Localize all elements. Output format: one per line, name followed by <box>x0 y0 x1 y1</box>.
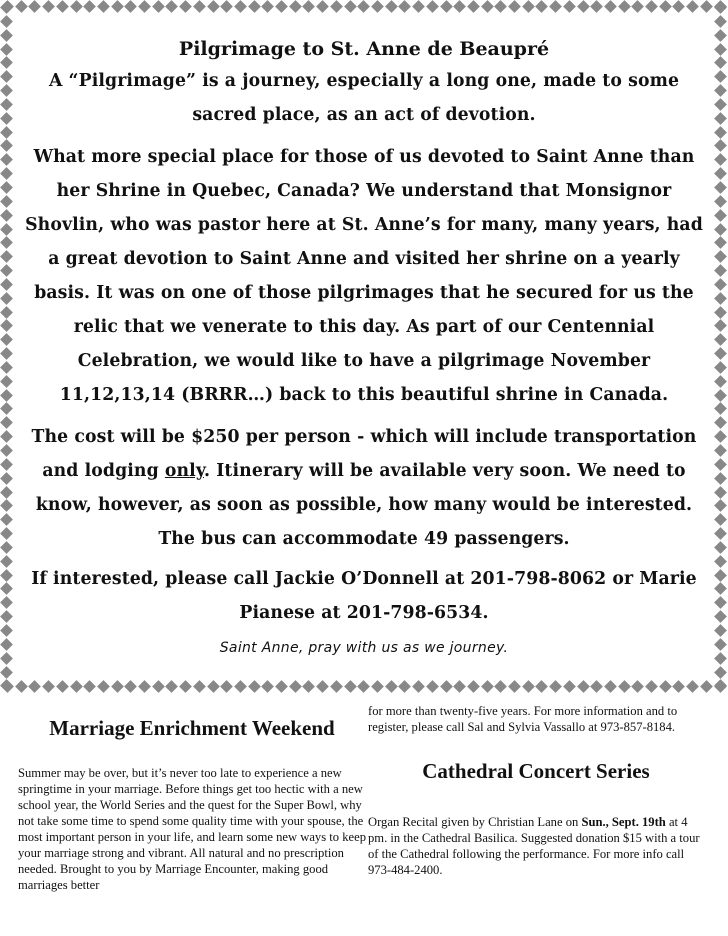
diamond-ornament <box>70 680 83 693</box>
diamond-ornament <box>193 0 206 13</box>
pilgrimage-paragraph-3 <box>18 420 710 556</box>
diamond-ornament <box>714 458 727 471</box>
diamond-ornament <box>83 0 96 13</box>
diamond-ornament <box>714 375 727 388</box>
diamond-ornament <box>714 278 727 291</box>
diamond-ornament <box>714 610 727 623</box>
diamond-ornament <box>481 680 494 693</box>
diamond-ornament <box>0 472 13 485</box>
diamond-ornament <box>645 680 658 693</box>
diamond-ornament <box>714 98 727 111</box>
pilgrimage-paragraph-1: A “Pilgrimage” is a journey, especially a long one, made to some sacred place, as an act of devotion. <box>48 71 680 125</box>
concert-text-2: at 4 pm. in the Cathedral Basilica. Suggested donation $15 with a tour of the Cathedral following the performance. For more info call 973-484-2400. <box>368 815 700 877</box>
diamond-ornament <box>714 513 727 526</box>
diamond-ornament <box>0 181 13 194</box>
diamond-ornament <box>207 0 220 13</box>
diamond-ornament <box>303 0 316 13</box>
diamond-ornament <box>714 320 727 333</box>
diamond-ornament <box>0 403 13 416</box>
diamond-ornament <box>111 0 124 13</box>
diamond-ornament <box>714 486 727 499</box>
diamond-ornament <box>563 0 576 13</box>
diamond-ornament <box>714 569 727 582</box>
diamond-ornament <box>549 0 562 13</box>
diamond-ornament <box>111 680 124 693</box>
diamond-ornament <box>0 29 13 42</box>
diamond-ornament <box>0 583 13 596</box>
diamond-ornament <box>316 0 329 13</box>
diamond-ornament <box>0 361 13 374</box>
diamond-ornament <box>248 0 261 13</box>
diamond-ornament <box>0 43 13 56</box>
diamond-ornament <box>508 680 521 693</box>
diamond-ornament <box>714 140 727 153</box>
diamond-ornament <box>0 236 13 249</box>
diamond-ornament <box>166 680 179 693</box>
diamond-ornament <box>0 652 13 665</box>
diamond-border-left <box>0 0 14 694</box>
diamond-ornament <box>714 195 727 208</box>
diamond-ornament <box>577 680 590 693</box>
diamond-ornament <box>714 236 727 249</box>
diamond-ornament <box>179 680 192 693</box>
diamond-ornament <box>0 84 13 97</box>
marriage-title: Marriage Enrichment Weekend <box>49 716 335 740</box>
diamond-ornament <box>152 680 165 693</box>
concert-title: Cathedral Concert Series <box>422 759 650 783</box>
diamond-ornament <box>0 320 13 333</box>
diamond-ornament <box>124 680 137 693</box>
diamond-ornament <box>467 0 480 13</box>
diamond-ornament <box>138 0 151 13</box>
diamond-ornament <box>714 1 727 14</box>
diamond-ornament <box>0 638 13 651</box>
diamond-ornament <box>0 527 13 540</box>
diamond-ornament <box>673 680 686 693</box>
diamond-ornament <box>714 264 727 277</box>
pilgrimage-title: Pilgrimage to St. Anne de Beaupré <box>178 38 550 60</box>
diamond-ornament <box>618 0 631 13</box>
diamond-ornament <box>15 680 28 693</box>
diamond-ornament <box>70 0 83 13</box>
diamond-ornament <box>97 0 110 13</box>
diamond-ornament <box>275 0 288 13</box>
diamond-ornament <box>618 680 631 693</box>
diamond-ornament <box>714 347 727 360</box>
pilgrimage-paragraph-2: What more special place for those of us devoted to Saint Anne than her Shrine in Quebec, Canada? We understand that Monsignor Shovlin, who was pastor here at St. Anne’s for many, many years, had a great devotion to Saint Anne and visited her shrine on a yearly basis. It was on one of those pilgrimages that he secured for us the relic that we venerate to this day. As part of our Centennial Celebration, we would like to have a pilgrimage November 11,12,13,14 (BRRR…) back to this beautiful shrine in Canada. <box>25 147 703 405</box>
diamond-ornament <box>467 680 480 693</box>
diamond-ornament <box>42 680 55 693</box>
diamond-ornament <box>563 680 576 693</box>
diamond-ornament <box>714 70 727 83</box>
diamond-ornament <box>645 0 658 13</box>
diamond-ornament <box>714 596 727 609</box>
diamond-ornament <box>0 541 13 554</box>
diamond-ornament <box>714 167 727 180</box>
diamond-ornament <box>289 680 302 693</box>
diamond-ornament <box>714 84 727 97</box>
diamond-ornament <box>440 680 453 693</box>
diamond-ornament <box>440 0 453 13</box>
diamond-ornament <box>700 680 713 693</box>
diamond-ornament <box>385 0 398 13</box>
diamond-ornament <box>357 680 370 693</box>
diamond-border-bottom <box>0 680 728 694</box>
itinerary-text: . Itinerary will be available very soon. We need to know, however, as soon as possible, how many would be interested. The bus can accommodate 49 passengers. <box>35 461 693 549</box>
diamond-ornament <box>234 0 247 13</box>
right-column <box>368 703 704 878</box>
diamond-ornament <box>714 541 727 554</box>
diamond-border-right <box>714 0 728 694</box>
diamond-ornament <box>0 389 13 402</box>
diamond-ornament <box>0 458 13 471</box>
diamond-ornament <box>453 0 466 13</box>
diamond-ornament <box>0 444 13 457</box>
diamond-ornament <box>0 416 13 429</box>
diamond-ornament <box>481 0 494 13</box>
diamond-ornament <box>714 29 727 42</box>
diamond-ornament <box>0 679 13 692</box>
diamond-ornament <box>0 430 13 443</box>
diamond-ornament <box>234 680 247 693</box>
diamond-ornament <box>0 666 13 679</box>
diamond-ornament <box>29 0 42 13</box>
diamond-ornament <box>714 57 727 70</box>
diamond-ornament <box>714 306 727 319</box>
diamond-ornament <box>303 680 316 693</box>
only-underlined: only <box>164 461 205 481</box>
diamond-ornament <box>659 0 672 13</box>
diamond-ornament <box>0 1 13 14</box>
diamond-ornament <box>412 680 425 693</box>
diamond-ornament <box>220 0 233 13</box>
diamond-ornament <box>344 0 357 13</box>
diamond-ornament <box>330 680 343 693</box>
diamond-ornament <box>179 0 192 13</box>
concert-text-1: Organ Recital given by Christian Lane on <box>368 815 582 829</box>
diamond-ornament <box>0 98 13 111</box>
pilgrimage-paragraph-4: If interested, please call Jackie O’Donnell at 201-798-8062 or Marie Pianese at 201-798-6534. <box>31 569 697 623</box>
marriage-body: Summer may be over, but it’s never too late to experience a new springtime in your marriage. Before things get too hectic with a new school year, the World Series and the quest for the Super Bowl, why not take some time to spend some quality time with your spouse, the most important person in your life, and learn some new ways to keep your marriage strong and vibrant. All natural and no prescription needed. Brought to you by Marriage Encounter, making good marriages better <box>18 766 366 892</box>
diamond-ornament <box>138 680 151 693</box>
diamond-ornament <box>714 555 727 568</box>
diamond-ornament <box>371 680 384 693</box>
diamond-ornament <box>714 209 727 222</box>
diamond-ornament <box>659 680 672 693</box>
diamond-ornament <box>714 223 727 236</box>
diamond-ornament <box>166 0 179 13</box>
diamond-ornament <box>357 0 370 13</box>
diamond-ornament <box>714 666 727 679</box>
diamond-ornament <box>261 680 274 693</box>
diamond-ornament <box>0 209 13 222</box>
diamond-ornament <box>371 0 384 13</box>
diamond-border-top <box>0 0 728 14</box>
diamond-ornament <box>522 0 535 13</box>
diamond-ornament <box>0 15 13 28</box>
diamond-ornament <box>714 679 727 692</box>
diamond-ornament <box>0 624 13 637</box>
diamond-ornament <box>453 680 466 693</box>
diamond-ornament <box>0 278 13 291</box>
diamond-ornament <box>0 500 13 513</box>
diamond-ornament <box>590 0 603 13</box>
diamond-ornament <box>42 0 55 13</box>
diamond-ornament <box>714 181 727 194</box>
diamond-ornament <box>0 513 13 526</box>
diamond-ornament <box>330 0 343 13</box>
cost-text: The cost will be $250 per person - which will include transportation and lodging <box>31 427 697 481</box>
diamond-ornament <box>686 680 699 693</box>
diamond-ornament <box>631 0 644 13</box>
diamond-ornament <box>97 680 110 693</box>
diamond-ornament <box>0 195 13 208</box>
diamond-ornament <box>714 430 727 443</box>
diamond-ornament <box>714 416 727 429</box>
diamond-ornament <box>604 0 617 13</box>
marriage-continued: for more than twenty-five years. For more information and to register, please call Sal and Sylvia Vassallo at 973-857-8184. <box>368 704 678 734</box>
diamond-ornament <box>0 70 13 83</box>
diamond-ornament <box>0 596 13 609</box>
diamond-ornament <box>56 680 69 693</box>
diamond-ornament <box>686 0 699 13</box>
diamond-ornament <box>220 680 233 693</box>
diamond-ornament <box>0 126 13 139</box>
diamond-ornament <box>0 347 13 360</box>
diamond-ornament <box>56 0 69 13</box>
diamond-ornament <box>15 0 28 13</box>
diamond-ornament <box>0 375 13 388</box>
diamond-ornament <box>193 680 206 693</box>
diamond-ornament <box>714 250 727 263</box>
diamond-ornament <box>0 555 13 568</box>
diamond-ornament <box>494 0 507 13</box>
diamond-ornament <box>124 0 137 13</box>
diamond-ornament <box>714 292 727 305</box>
concert-body <box>368 814 704 878</box>
diamond-ornament <box>0 153 13 166</box>
diamond-ornament <box>508 0 521 13</box>
diamond-ornament <box>207 680 220 693</box>
marriage-article <box>18 706 366 893</box>
diamond-ornament <box>29 680 42 693</box>
diamond-ornament <box>83 680 96 693</box>
diamond-ornament <box>248 680 261 693</box>
diamond-ornament <box>399 680 412 693</box>
diamond-ornament <box>714 15 727 28</box>
diamond-ornament <box>412 0 425 13</box>
diamond-ornament <box>714 361 727 374</box>
diamond-ornament <box>0 264 13 277</box>
diamond-ornament <box>152 0 165 13</box>
diamond-ornament <box>385 680 398 693</box>
diamond-ornament <box>536 680 549 693</box>
diamond-ornament <box>0 486 13 499</box>
diamond-ornament <box>577 0 590 13</box>
diamond-ornament <box>399 0 412 13</box>
diamond-ornament <box>0 167 13 180</box>
concert-date: Sun., Sept. 19th <box>581 815 666 829</box>
diamond-ornament <box>536 0 549 13</box>
diamond-ornament <box>714 444 727 457</box>
diamond-ornament <box>0 333 13 346</box>
diamond-ornament <box>714 389 727 402</box>
diamond-ornament <box>714 624 727 637</box>
prayer-line: Saint Anne, pray with us as we journey. <box>219 640 509 656</box>
diamond-ornament <box>0 569 13 582</box>
diamond-ornament <box>0 250 13 263</box>
diamond-ornament <box>714 500 727 513</box>
diamond-ornament <box>700 0 713 13</box>
diamond-ornament <box>289 0 302 13</box>
pilgrimage-article <box>18 30 710 656</box>
diamond-ornament <box>316 680 329 693</box>
diamond-ornament <box>631 680 644 693</box>
diamond-ornament <box>426 0 439 13</box>
diamond-ornament <box>673 0 686 13</box>
diamond-ornament <box>0 306 13 319</box>
diamond-ornament <box>494 680 507 693</box>
diamond-ornament <box>714 153 727 166</box>
diamond-ornament <box>714 333 727 346</box>
diamond-ornament <box>714 472 727 485</box>
diamond-ornament <box>714 638 727 651</box>
diamond-ornament <box>549 680 562 693</box>
diamond-ornament <box>714 583 727 596</box>
diamond-ornament <box>604 680 617 693</box>
diamond-ornament <box>522 680 535 693</box>
diamond-ornament <box>0 112 13 125</box>
diamond-ornament <box>714 112 727 125</box>
diamond-ornament <box>0 140 13 153</box>
diamond-ornament <box>426 680 439 693</box>
diamond-ornament <box>261 0 274 13</box>
diamond-ornament <box>590 680 603 693</box>
diamond-ornament <box>714 527 727 540</box>
diamond-ornament <box>714 403 727 416</box>
diamond-ornament <box>0 610 13 623</box>
diamond-ornament <box>714 652 727 665</box>
diamond-ornament <box>275 680 288 693</box>
diamond-ornament <box>0 223 13 236</box>
diamond-ornament <box>714 43 727 56</box>
diamond-ornament <box>714 126 727 139</box>
diamond-ornament <box>0 57 13 70</box>
diamond-ornament <box>0 292 13 305</box>
diamond-ornament <box>344 680 357 693</box>
